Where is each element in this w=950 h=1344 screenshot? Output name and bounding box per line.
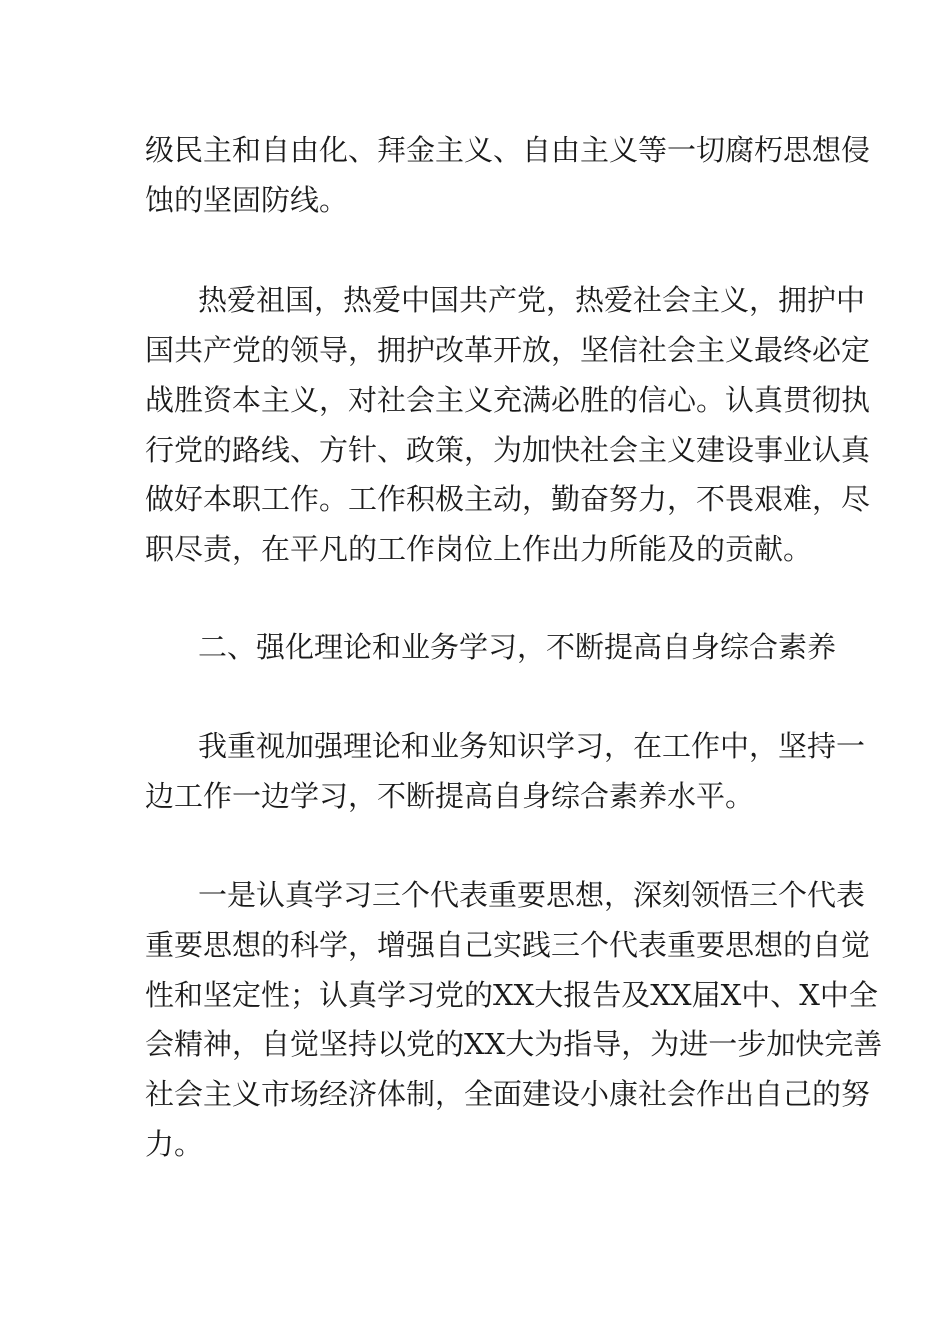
paragraph-3-line-1: 我重视加强理论和业务知识学习，在工作中，坚持一 <box>198 729 866 763</box>
paragraph-2-line-2: 国共产党的领导，拥护改革开放，坚信社会主义最终必定 <box>145 333 871 367</box>
paragraph-2-line-6: 职尽责，在平凡的工作岗位上作出力所能及的贡献。 <box>145 532 813 566</box>
paragraph-2-line-4: 行党的路线、方针、政策，为加快社会主义建设事业认真 <box>145 433 871 467</box>
paragraph-3-line-2: 边工作一边学习，不断提高自身综合素养水平。 <box>145 779 755 813</box>
paragraph-4-line-4: 会精神，自觉坚持以党的XX大为指导，为进一步加快完善 <box>145 1027 883 1061</box>
paragraph-2-line-1: 热爱祖国，热爱中国共产党，热爱社会主义，拥护中 <box>198 283 866 317</box>
paragraph-4-line-6: 力。 <box>145 1127 204 1161</box>
paragraph-1-line-2: 蚀的坚固防线。 <box>145 183 349 217</box>
section-heading: 二、强化理论和业务学习，不断提高自身综合素养 <box>198 630 837 664</box>
paragraph-4-line-3: 性和坚定性；认真学习党的XX大报告及XX届X中、X中全 <box>145 978 878 1012</box>
paragraph-4-line-1: 一是认真学习三个代表重要思想，深刻领悟三个代表 <box>198 878 866 912</box>
paragraph-2-line-5: 做好本职工作。工作积极主动，勤奋努力，不畏艰难，尽 <box>145 482 871 516</box>
paragraph-1-line-1: 级民主和自由化、拜金主义、自由主义等一切腐朽思想侵 <box>145 133 871 167</box>
paragraph-4-line-5: 社会主义市场经济体制，全面建设小康社会作出自己的努 <box>145 1077 871 1111</box>
paragraph-2-line-3: 战胜资本主义，对社会主义充满必胜的信心。认真贯彻执 <box>145 383 871 417</box>
paragraph-4-line-2: 重要思想的科学，增强自己实践三个代表重要思想的自觉 <box>145 928 871 962</box>
